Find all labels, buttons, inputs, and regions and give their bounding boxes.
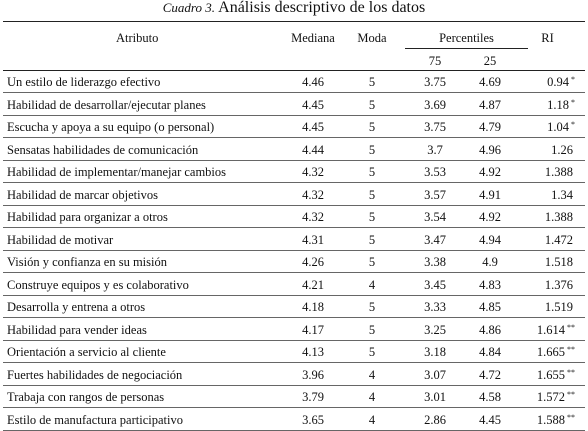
table-row	[0, 251, 588, 273]
cell-p25: 4.58	[479, 390, 501, 404]
significance-marker: *	[571, 97, 575, 107]
table-row	[0, 206, 588, 228]
table-row	[0, 341, 588, 363]
ri-value: 1.614	[536, 322, 565, 337]
cell-p25: 4.87	[479, 97, 501, 112]
ri-value: 1.18	[547, 97, 569, 112]
cell-moda: 5	[368, 75, 376, 89]
cell-ri	[520, 71, 575, 93]
ri-value: 1.388	[544, 165, 573, 179]
cell-p75: 2.86	[424, 412, 446, 427]
cell-moda: 5	[368, 120, 376, 134]
row-divider	[3, 430, 585, 431]
significance-marker: **	[567, 390, 575, 399]
table-caption	[0, 0, 588, 18]
cell-moda: 5	[368, 300, 376, 314]
cell-mediana: 3.79	[302, 390, 324, 404]
ri-value: 1.04	[547, 120, 569, 134]
cell-atributo: Fuertes habilidades de negociación	[7, 367, 183, 382]
cell-ri	[520, 409, 575, 431]
cell-atributo: Habilidad para vender ideas	[7, 322, 147, 337]
cell-atributo: Sensatas habilidades de comunicación	[7, 142, 199, 157]
table-row	[0, 386, 588, 408]
cell-p25: 4.96	[479, 142, 501, 157]
caption-title: Análisis descriptivo de los datos	[218, 0, 426, 16]
cell-atributo: Habilidad de motivar	[7, 232, 114, 247]
table-row	[0, 184, 588, 206]
cell-mediana: 4.26	[302, 255, 324, 269]
cell-atributo: Visión y confianza en su misión	[7, 255, 167, 269]
significance-marker: **	[567, 345, 575, 354]
cell-atributo: Habilidad de marcar objetivos	[7, 187, 158, 202]
cell-p25: 4.83	[479, 277, 501, 292]
cell-atributo: Escucha y apoya a su equipo (o personal)	[7, 120, 215, 134]
cell-ri	[520, 274, 575, 296]
cell-p25: 4.69	[479, 75, 501, 89]
cell-p25: 4.45	[479, 412, 501, 427]
cell-moda: 4	[368, 277, 376, 292]
cell-ri	[520, 184, 575, 206]
table-row	[0, 161, 588, 183]
cell-ri	[520, 229, 575, 251]
cell-mediana: 4.44	[302, 142, 324, 157]
cell-p75: 3.01	[424, 390, 446, 404]
header-p25: 25	[483, 54, 497, 68]
table-row	[0, 319, 588, 341]
cell-atributo: Habilidad de implementar/manejar cambios	[7, 165, 227, 179]
cell-p25: 4.85	[479, 300, 501, 314]
ri-value: 1.655	[536, 367, 565, 382]
cell-moda: 5	[368, 165, 376, 179]
table-row	[0, 364, 588, 386]
cell-p25: 4.94	[479, 232, 501, 247]
cell-p25: 4.79	[479, 120, 501, 134]
cell-mediana: 4.13	[302, 345, 324, 359]
cell-mediana: 4.31	[302, 232, 324, 247]
ri-value: 1.572	[536, 390, 565, 404]
header-percentiles: Percentiles	[439, 31, 494, 45]
cell-moda: 5	[368, 322, 376, 337]
cell-mediana: 4.32	[302, 187, 324, 202]
cell-p75: 3.75	[424, 120, 446, 134]
header-mediana: Mediana	[291, 31, 335, 45]
cell-p25: 4.86	[479, 322, 501, 337]
cell-mediana: 3.96	[302, 367, 324, 382]
ri-value: 1.26	[551, 142, 573, 157]
cell-ri	[520, 296, 575, 318]
cell-mediana: 4.32	[302, 165, 324, 179]
cell-p75: 3.7	[427, 142, 443, 157]
cell-atributo: Habilidad de desarrollar/ejecutar planes	[7, 97, 206, 112]
cell-mediana: 4.21	[302, 277, 324, 292]
cell-p25: 4.92	[479, 210, 501, 224]
cell-moda: 5	[368, 345, 376, 359]
cell-ri	[520, 364, 575, 386]
cell-ri	[520, 116, 575, 138]
cell-mediana: 4.46	[302, 75, 324, 89]
table-row	[0, 139, 588, 161]
cell-p75: 3.38	[424, 255, 446, 269]
cell-moda: 4	[368, 390, 376, 404]
caption-label: Cuadro 3.	[162, 0, 216, 15]
ri-value: 1.665	[536, 345, 565, 359]
cell-p25: 4.72	[479, 367, 501, 382]
cell-moda: 5	[368, 97, 376, 112]
cell-atributo: Habilidad para organizar a otros	[7, 210, 168, 224]
cell-ri	[520, 139, 575, 161]
cell-p75: 3.07	[424, 367, 446, 382]
ri-value: 1.472	[544, 232, 573, 247]
header-atributo: Atributo	[116, 31, 159, 45]
cell-moda: 4	[368, 367, 376, 382]
cell-moda: 5	[368, 210, 376, 224]
cell-p25: 4.9	[482, 255, 498, 269]
cell-atributo: Construye equipos y es colaborativo	[7, 277, 189, 292]
cell-ri	[520, 206, 575, 228]
cell-p75: 3.47	[424, 232, 446, 247]
table-row	[0, 409, 588, 431]
cell-atributo: Un estilo de liderazgo efectivo	[7, 75, 161, 89]
ri-value: 1.34	[551, 187, 573, 202]
cell-mediana: 3.65	[302, 412, 324, 427]
cell-atributo: Desarrolla y entrena a otros	[7, 300, 146, 314]
cell-moda: 4	[368, 412, 376, 427]
table-row	[0, 229, 588, 251]
cell-p75: 3.45	[424, 277, 446, 292]
cell-p75: 3.18	[424, 345, 446, 359]
ri-value: 0.94	[547, 75, 569, 89]
cell-p75: 3.33	[424, 300, 446, 314]
cell-ri	[520, 386, 575, 408]
cell-moda: 5	[368, 232, 376, 247]
cell-p25: 4.84	[479, 345, 501, 359]
table-row	[0, 274, 588, 296]
cell-ri	[520, 161, 575, 183]
cell-p75: 3.25	[424, 322, 446, 337]
ri-value: 1.376	[544, 277, 573, 292]
table-row	[0, 94, 588, 116]
cell-atributo: Orientación a servicio al cliente	[7, 345, 166, 359]
ri-value: 1.588	[536, 412, 565, 427]
ri-value: 1.388	[544, 210, 573, 224]
cell-moda: 5	[368, 187, 376, 202]
header-moda: Moda	[357, 31, 387, 45]
cell-p75: 3.75	[424, 75, 446, 89]
top-rule	[3, 21, 585, 22]
significance-marker: **	[567, 412, 575, 422]
cell-atributo: Trabaja con rangos de personas	[7, 390, 165, 404]
cell-mediana: 4.45	[302, 120, 324, 134]
cell-p75: 3.53	[424, 165, 446, 179]
cell-atributo: Estilo de manufactura participativo	[7, 412, 183, 427]
ri-value: 1.518	[544, 255, 573, 269]
cell-mediana: 4.17	[302, 322, 324, 337]
significance-marker: *	[571, 120, 575, 129]
cell-ri	[520, 319, 575, 341]
cell-p25: 4.92	[479, 165, 501, 179]
cell-mediana: 4.32	[302, 210, 324, 224]
cell-ri	[520, 251, 575, 273]
ri-value: 1.519	[544, 300, 573, 314]
header-ri: RI	[541, 31, 554, 45]
cell-mediana: 4.45	[302, 97, 324, 112]
cell-ri	[520, 341, 575, 363]
cell-p75: 3.54	[424, 210, 446, 224]
table-row	[0, 296, 588, 318]
cell-p75: 3.57	[424, 187, 446, 202]
table-row	[0, 116, 588, 138]
cell-ri	[520, 94, 575, 116]
cell-p75: 3.69	[424, 97, 446, 112]
table-row	[0, 71, 588, 93]
significance-marker: *	[571, 75, 575, 84]
percentiles-rule	[405, 48, 528, 49]
cell-moda: 5	[368, 142, 376, 157]
cell-mediana: 4.18	[302, 300, 324, 314]
header-p75: 75	[428, 54, 442, 68]
cell-moda: 5	[368, 255, 376, 269]
significance-marker: **	[567, 367, 575, 377]
cell-p25: 4.91	[479, 187, 501, 202]
significance-marker: **	[567, 322, 575, 332]
